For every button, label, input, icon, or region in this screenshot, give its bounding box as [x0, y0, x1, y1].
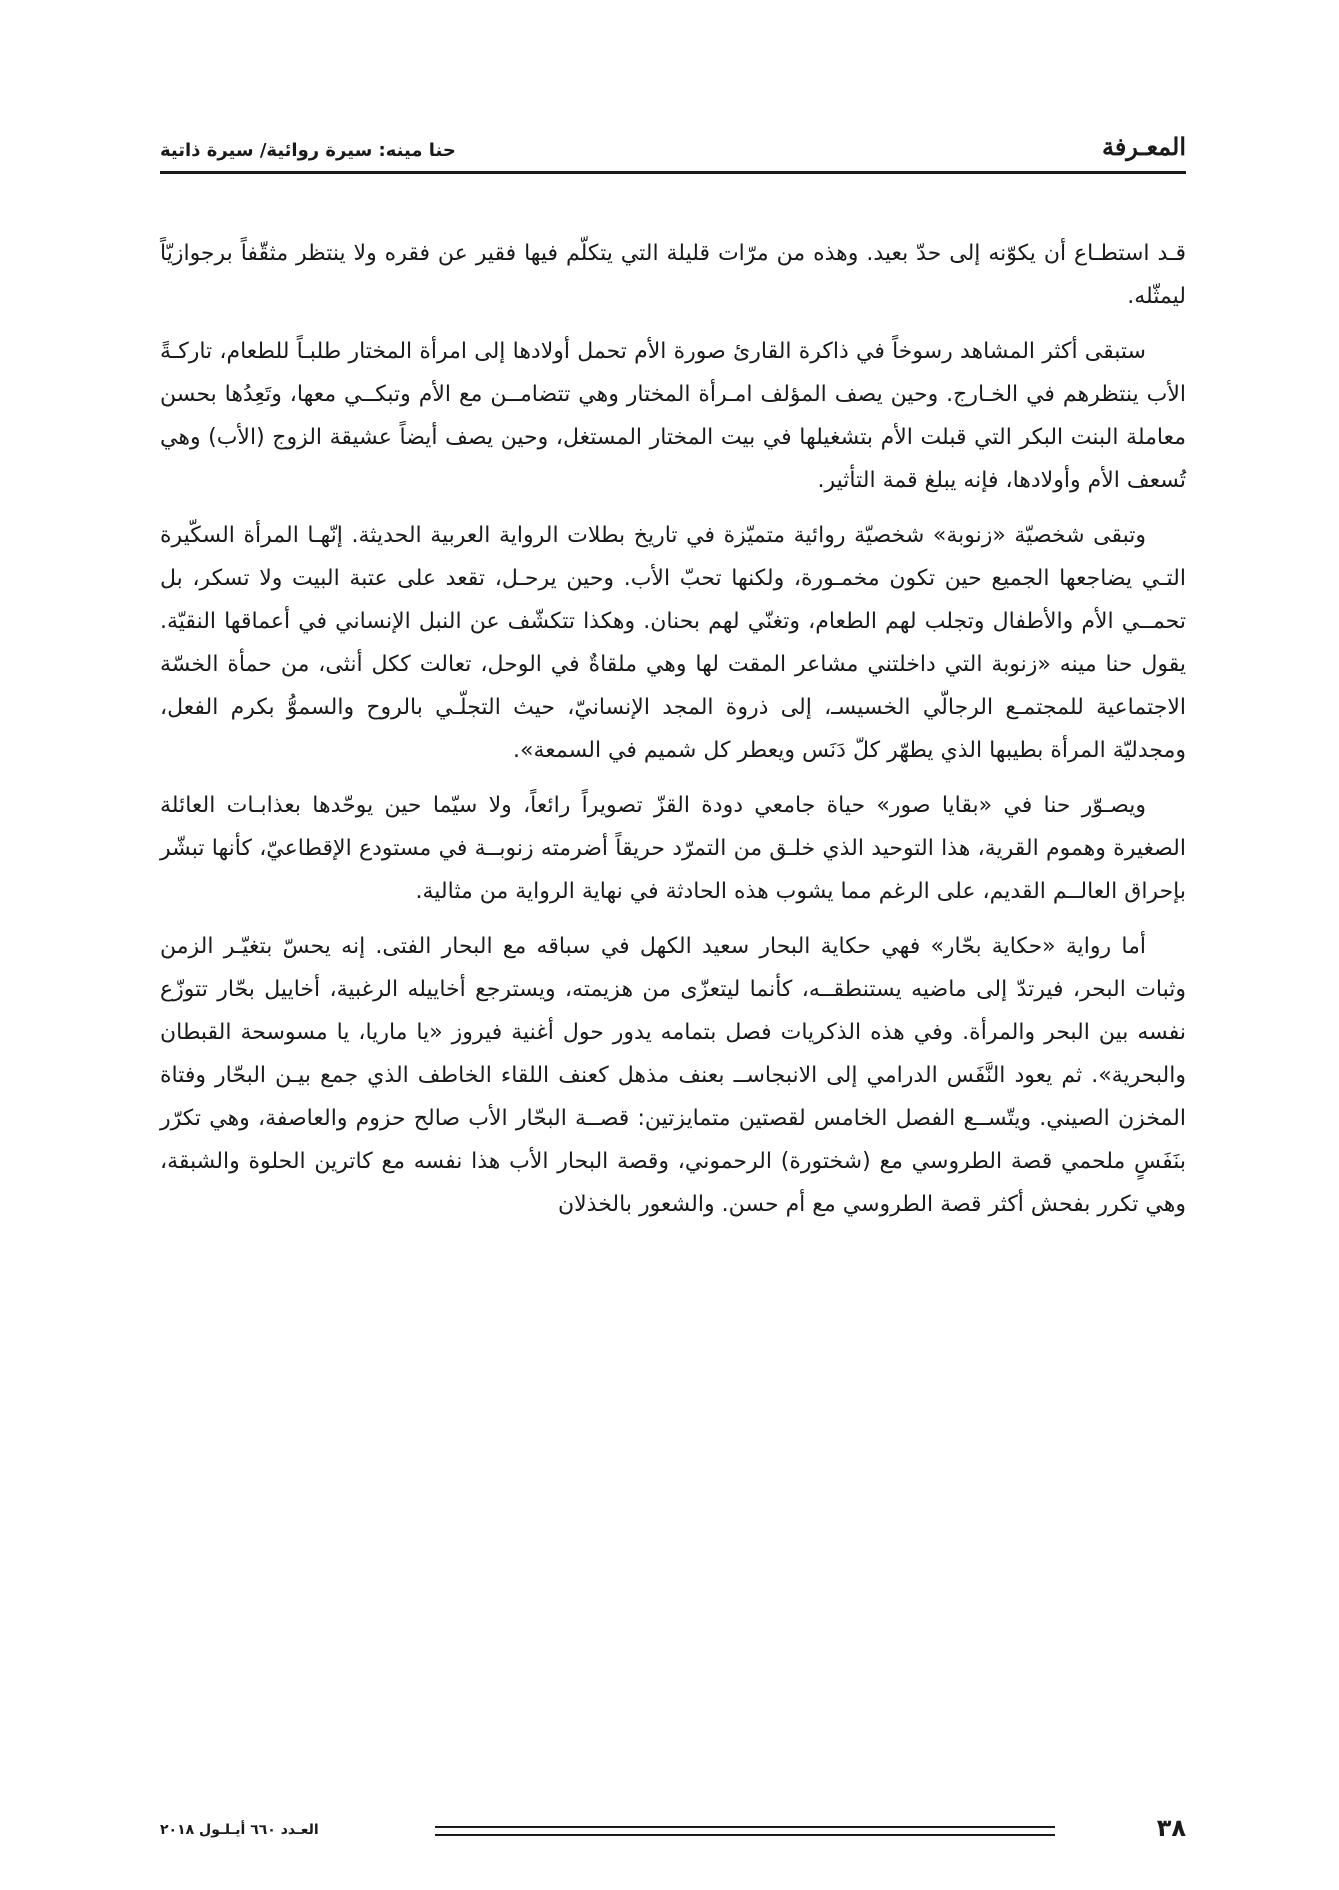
paragraph: ويصـوّر حنا في «بقايا صور» حياة جامعي دودة القزّ تصويراً رائعاً، ولا سيّما حين يوحّدها بعذابـات العائلة الصغيرة وهموم القرية، هذا التوحيد الذي خلـق من التمرّد حريقاً أضرمته زنوبــة في مستودع الإقطاعيّ، كأنها تبشّر بإحراق العالــم القديم، على الرغم مما يشوب هذه الحادثة في نهاية الرواية من مثالية.: [160, 793, 1186, 904]
paragraph: ستبقى أكثر المشاهد رسوخاً في ذاكرة القارئ صورة الأم تحمل أولادها إلى امرأة المختار طلبـاً للطعام، تاركـةً الأب ينتظرهم في الخـارج. وحين يصف المؤلف امـرأة المختار وهي تتضامــن مع الأم وتبكــي معها، وتَعِدُها بحسن معاملة البنت البكر التي قبلت الأم بتشغيلها في بيت المختار المستغل، وحين يصف أيضاً عشيقة الزوج (الأب) وهي تُسعف الأم وأولادها، فإنه يبلغ قمة التأثير.: [160, 339, 1186, 493]
footer-divider: [435, 1826, 1055, 1838]
page-header: [160, 128, 1186, 174]
header-divider: [160, 171, 1186, 174]
paragraph: أما رواية «حكاية بحّار» فهي حكاية البحار سعيد الكهل في سباقه مع البحار الفتى. إنه يحسّ بتغيّـر الزمن وثبات البحر، فيرتدّ إلى ماضيه يستنطقــه، كأنما ليتعزّى من هزيمته، ويسترجع أخاييله الرغبية، أخاييل بحّار تتوزّع نفسه بين البحر والمرأة. وفي هذه الذكريات فصل بتمامه يدور حول أغنية فيروز «يا ماريا، يا مسوسحة القبطان والبحرية». ثم يعود النَّفَس الدرامي إلى الانبجاســ بعنف مذهل كعنف اللقاء الخاطف الذي جمع بيـن البحّار وفتاة المخزن الصيني. ويتّســع الفصل الخامس لقصتين متمايزتين: قصــة البحّار الأب صالح حزوم والعاصفة، وهي تكرّر بنَفَسٍ ملحمي قصة الطروسي مع (شختورة) الرحموني، وقصة البحار الأب هذا نفسه مع كاترين الحلوة والشبقة، وهي تكرر بفحش أكثر قصة الطروسي مع أم حسن. والشعور بالخذلان: [160, 934, 1186, 1217]
paragraph: قـد استطـاع أن يكوّنه إلى حدّ بعيد. وهذه من مرّات قليلة التي يتكلّم فيها فقير عن فقره ولا ينتظر مثقّفاً برجوازيّاً ليمثّله.: [160, 241, 1186, 309]
paragraph: وتبقى شخصيّة «زنوبة» شخصيّة روائية متميّزة في تاريخ بطلات الرواية العربية الحديثة. إنّهـا المرأة السكّيرة التـي يضاجعها الجميع حين تكون مخمـورة، ولكنها تحبّ الأب. وحين يرحـل، تقعد على عتبة البيت ولا تسكر، بل تحمــي الأم والأطفال وتجلب لهم الطعام، وتغنّي لهم بحنان. وهكذا تتكشّف عن النبل الإنساني في أعماقها النقيّة. يقول حنا مينه «زنوبة التي داخلتني مشاعر المقت لها وهي ملقاةٌ في الوحل، تعالت ككل أنثى، من حمأة الخسّة الاجتماعية للمجتمـع الرجالّي الخسيسـ، إلى ذروة المجد الإنسانيّ، حيث التجلّـي بالروح والسموُّ بكرم الفعل، ومجدليّة المرأة بطيبها الذي يطهّر كلّ دَنَس ويعطر كل شميم في السمعة».: [160, 523, 1186, 763]
page-number: ٣٨: [1156, 1814, 1186, 1842]
magazine-logo: المعـرفة: [1101, 132, 1186, 161]
issue-info: العـدد ٦٦٠ أيـلـول ٢٠١٨: [160, 1822, 319, 1838]
running-title: حنا مينه: سيرة روائية/ سيرة ذاتية: [160, 140, 456, 161]
article-body: [160, 232, 1186, 1238]
page-footer: [160, 1814, 1186, 1858]
